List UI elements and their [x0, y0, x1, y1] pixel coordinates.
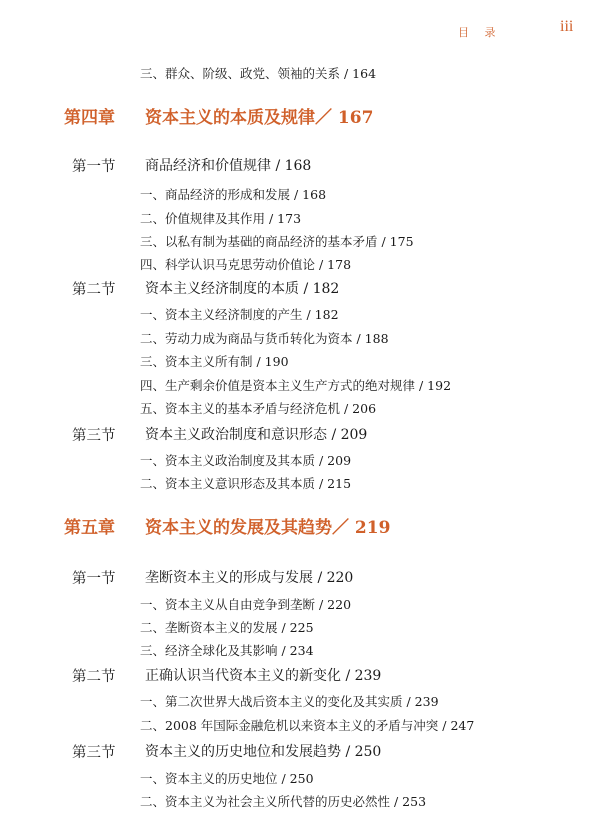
toc-item: 一、资本主义经济制度的产生 / 182: [140, 307, 339, 322]
section-number: 第一节: [72, 159, 116, 175]
toc-item: 一、第二次世界大战后资本主义的变化及其实质 / 239: [140, 694, 439, 709]
toc-item: 一、资本主义政治制度及其本质 / 209: [140, 453, 352, 468]
chapter-title: 资本主义的本质及规律／ 167: [145, 108, 374, 128]
toc-item: 四、科学认识马克思劳动价值论 / 178: [140, 257, 352, 272]
toc-item: 二、2008 年国际金融危机以来资本主义的矛盾与冲突 / 247: [140, 718, 475, 733]
toc-item: 三、群众、阶级、政党、领袖的关系 / 164: [140, 66, 377, 81]
toc-item: 三、经济全球化及其影响 / 234: [140, 643, 314, 658]
toc-item: 三、以私有制为基础的商品经济的基本矛盾 / 175: [140, 234, 414, 249]
section-number: 第二节: [72, 669, 116, 685]
chapter-title: 资本主义的发展及其趋势／ 219: [145, 518, 391, 538]
toc-item: 二、价值规律及其作用 / 173: [140, 211, 302, 226]
toc-item: 三、资本主义所有制 / 190: [140, 354, 289, 369]
chapter-number: 第四章: [64, 108, 115, 128]
toc-item: 一、资本主义的历史地位 / 250: [140, 771, 314, 786]
chapter-number: 第五章: [64, 518, 115, 538]
section-title: 资本主义政治制度和意识形态 / 209: [145, 427, 368, 443]
toc-item: 一、资本主义从自由竞争到垄断 / 220: [140, 597, 352, 612]
section-number: 第二节: [72, 282, 116, 298]
toc-item: 二、垄断资本主义的发展 / 225: [140, 620, 314, 635]
toc-item: 二、资本主义意识形态及其本质 / 215: [140, 476, 352, 491]
section-title: 商品经济和价值规律 / 168: [145, 158, 312, 174]
section-title: 资本主义经济制度的本质 / 182: [145, 281, 340, 297]
section-number: 第三节: [72, 745, 116, 761]
section-title: 垄断资本主义的形成与发展 / 220: [145, 570, 354, 586]
section-number: 第三节: [72, 428, 116, 444]
section-number: 第一节: [72, 571, 116, 587]
toc-item: 二、资本主义为社会主义所代替的历史必然性 / 253: [140, 794, 427, 809]
toc-item: 一、商品经济的形成和发展 / 168: [140, 187, 327, 202]
section-title: 资本主义的历史地位和发展趋势 / 250: [145, 744, 382, 760]
toc-item: 四、生产剩余价值是资本主义生产方式的绝对规律 / 192: [140, 378, 452, 393]
section-title: 正确认识当代资本主义的新变化 / 239: [145, 668, 382, 684]
toc-item: 五、资本主义的基本矛盾与经济危机 / 206: [140, 401, 377, 416]
running-header-title: 目 录: [458, 26, 502, 39]
page-number: iii: [560, 18, 574, 35]
toc-item: 二、劳动力成为商品与货币转化为资本 / 188: [140, 331, 389, 346]
